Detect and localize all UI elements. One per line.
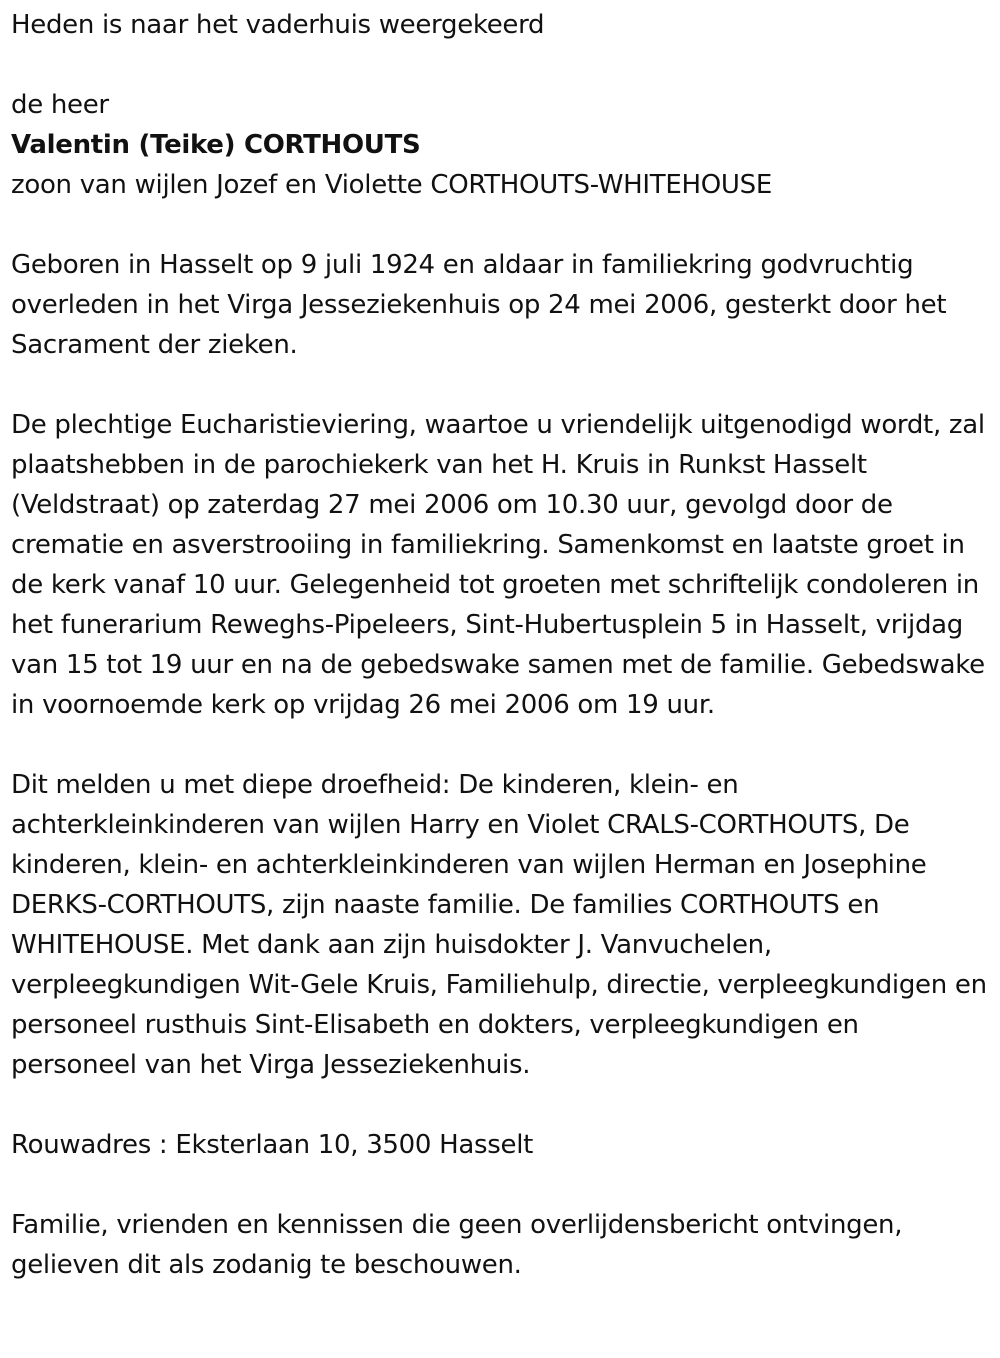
announcement-paragraph: Dit melden u met diepe droefheid: De kinderen, klein- en achterkleinkinderen van wijlen Harry en Violet CRALS-CORTHOUTS, De kinderen, klein- en achterkleinkinderen van wijlen Herman en Josephine DERKS-CORTHOUTS, zijn naaste familie. De families CORTHOUTS en WHITEHOUSE. Met dank aan zijn huisdokter J. Vanvuchelen, verpleegkundigen Wit-Gele Kruis, Familiehulp, directie, verpleegkundigen en personeel rusthuis Sint-Elisabeth en dokters, verpleegkundigen en personeel van het Virga Jesseziekenhuis. xyxy=(11,770,987,1080)
obituary-notice xyxy=(11,5,991,1285)
ceremony-paragraph: De plechtige Eucharistieviering, waartoe u vriendelijk uitgenodigd wordt, zal plaatshebben in de parochiekerk van het H. Kruis in Runkst Hasselt (Veldstraat) op zaterdag 27 mei 2006 om 10.30 uur, gevolgd door de crematie en asverstrooiing in familiekring. Samenkomst en laatste groet in de kerk vanaf 10 uur. Gelegenheid tot groeten met schriftelijk condoleren in het funerarium Reweghs-Pipeleers, Sint-Hubertusplein 5 in Hasselt, vrijdag van 15 tot 19 uur en na de gebedswake samen met de familie. Gebedswake in voornoemde kerk op vrijdag 26 mei 2006 om 19 uur. xyxy=(11,410,985,720)
salutation: de heer xyxy=(11,90,109,120)
spacer xyxy=(11,365,991,405)
spacer xyxy=(11,725,991,765)
closing-paragraph: Familie, vrienden en kennissen die geen overlijdensbericht ontvingen, gelieven dit als zodanig te beschouwen. xyxy=(11,1210,903,1280)
spacer xyxy=(11,45,991,85)
spacer xyxy=(11,1165,991,1205)
parents-line: zoon van wijlen Jozef en Violette CORTHOUTS-WHITEHOUSE xyxy=(11,170,772,200)
deceased-name: Valentin (Teike) CORTHOUTS xyxy=(11,130,421,160)
spacer xyxy=(11,1085,991,1125)
spacer xyxy=(11,205,991,245)
mourning-address: Rouwadres : Eksterlaan 10, 3500 Hasselt xyxy=(11,1130,534,1160)
birth-death-paragraph: Geboren in Hasselt op 9 juli 1924 en aldaar in familiekring godvruchtig overleden in het Virga Jesseziekenhuis op 24 mei 2006, gesterkt door het Sacrament der zieken. xyxy=(11,250,947,360)
intro-line: Heden is naar het vaderhuis weergekeerd xyxy=(11,10,545,40)
